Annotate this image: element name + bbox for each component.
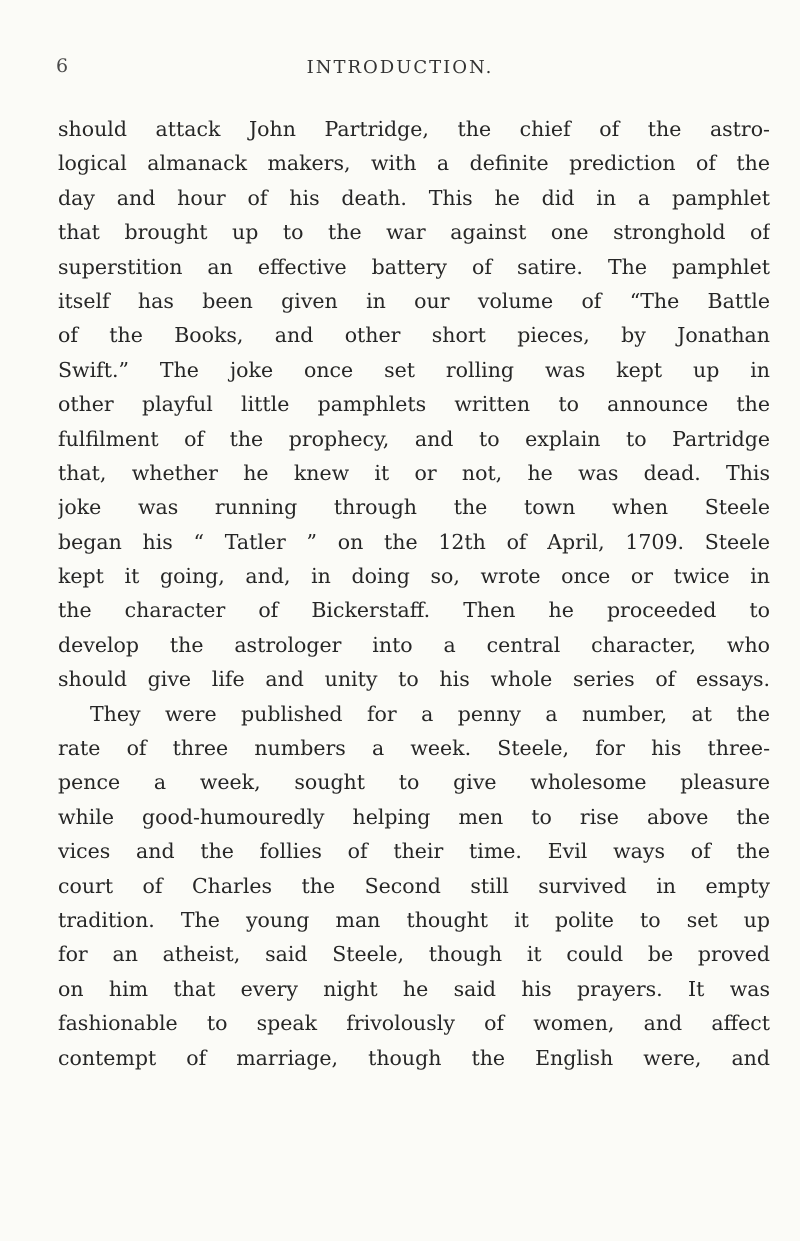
text-line: rate of three numbers a week. Steele, for his three-: [58, 736, 770, 761]
page-header: [0, 55, 800, 85]
text-line: tradition. The young man thought it polite to set up: [58, 907, 770, 932]
text-line: the character of Bickerstaff. Then he proceeded to: [58, 598, 770, 623]
text-line: fulfilment of the prophecy, and to explain to Partridge: [58, 426, 770, 451]
text-line: on him that every night he said his prayers. It was: [58, 976, 770, 1001]
text-line: superstition an effective battery of satire. The pamphlet: [58, 254, 770, 279]
text-line: joke was running through the town when Steele: [58, 495, 770, 520]
page-number: 6: [56, 55, 69, 77]
text-line: kept it going, and, in doing so, wrote once or twice in: [58, 564, 770, 589]
text-line: that, whether he knew it or not, he was dead. This: [58, 460, 770, 485]
text-line: that brought up to the war against one stronghold of: [58, 220, 770, 245]
text-line: day and hour of his death. This he did in a pamphlet: [58, 185, 770, 210]
running-head: INTRODUCTION.: [306, 57, 494, 78]
text-line: for an atheist, said Steele, though it could be proved: [58, 942, 770, 967]
text-line: logical almanack makers, with a definite prediction of the: [58, 151, 770, 176]
text-line: began his “ Tatler ” on the 12th of April, 1709. Steele: [58, 529, 770, 554]
text-line: while good-humouredly helping men to rise above the: [58, 804, 770, 829]
paragraph-start-line: They were published for a penny a number, at the: [90, 701, 770, 726]
text-line: should attack John Partridge, the chief of the astro-: [58, 117, 770, 141]
text-line: Swift.” The joke once set rolling was kept up in: [58, 357, 770, 382]
text-line: court of Charles the Second still survived in empty: [58, 873, 770, 898]
text-line: vices and the follies of their time. Evil ways of the: [58, 839, 770, 864]
text-line: develop the astrologer into a central character, who: [58, 632, 770, 657]
text-line: contempt of marriage, though the English were, and: [58, 1045, 770, 1070]
text-line: of the Books, and other short pieces, by Jonathan: [58, 323, 770, 348]
body-text: [58, 112, 770, 1075]
text-line: pence a week, sought to give wholesome pleasure: [58, 770, 770, 795]
text-line: other playful little pamphlets written to announce the: [58, 392, 770, 417]
text-line: itself has been given in our volume of “The Battle: [58, 288, 770, 313]
text-line: fashionable to speak frivolously of women, and affect: [58, 1011, 770, 1036]
text-line: should give life and unity to his whole series of essays.: [58, 667, 770, 692]
